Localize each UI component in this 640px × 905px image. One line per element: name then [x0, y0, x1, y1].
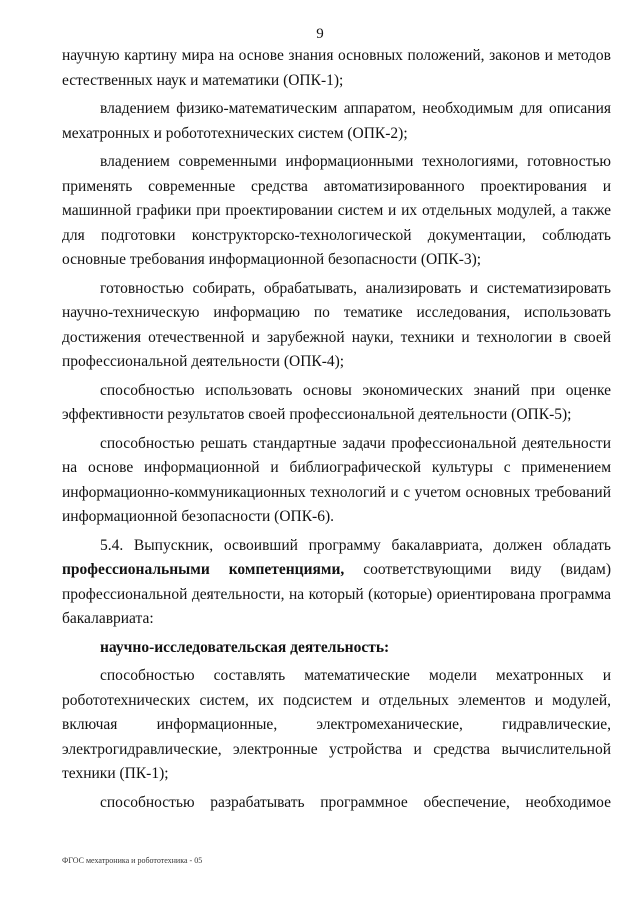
- page-number: 9: [316, 26, 324, 42]
- paragraph-opk5: способностью использовать основы экономических знаний при оценке эффективности результатов своей профессиональной деятельности (ОПК-5);: [62, 381, 611, 423]
- section-5-4-bold-term: профессиональными компетенциями,: [62, 561, 345, 578]
- paragraph-section-5-4: [62, 534, 611, 632]
- paragraph-opk3: владением современными информационными технологиями, готовностью применять современные средства автоматизированного проектирования и машинной графики при проектировании систем и их отдельных модулей, а также для подготовки конструкторско-технологической документации, соблюдать основные требования информационной безопасности (ОПК-3);: [62, 153, 611, 268]
- paragraph-pk2-start: способностью разрабатывать программное обеспечение, необходимое: [100, 793, 611, 811]
- paragraph-opk1-continuation: научную картину мира на основе знания основных положений, законов и методов естественных наук и математики (ОПК-1);: [62, 47, 611, 89]
- paragraph-opk4: готовностью собирать, обрабатывать, анализировать и систематизировать научно-техническую информацию по тематике исследования, использовать достижения отечественной и зарубежной науки, техники и технологии в своей профессиональной деятельности (ОПК-4);: [62, 279, 611, 370]
- paragraph-opk6: способностью решать стандартные задачи профессиональной деятельности на основе информационной и библиографической культуры с применением информационно-коммуникационных технологий и с учетом основных требований информационной безопасности (ОПК-6).: [62, 434, 611, 525]
- paragraph-opk2: владением физико-математическим аппаратом, необходимым для описания мехатронных и робототехнических систем (ОПК-2);: [62, 100, 611, 142]
- section-5-4-text-start: 5.4. Выпускник, освоивший программу бакалавриата, должен обладать: [100, 536, 611, 554]
- page-body: [62, 44, 611, 819]
- page-footer: ФГОС мехатроника и робототехника - 05: [62, 856, 203, 865]
- subheading-research-activity: научно-исследовательская деятельность:: [100, 638, 390, 656]
- section-5-4-text-end: соответствующими виду (видам) профессиональной деятельности, на который (которые) ориентирована программа бакалавриата:: [62, 561, 611, 627]
- paragraph-pk1: способностью составлять математические модели мехатронных и робототехнических систем, их подсистем и отдельных элементов и модулей, включая информационные, электромеханические, гидравлические, электрогидравлические, электронные устройства и средства вычислительной техники (ПК-1);: [62, 667, 611, 782]
